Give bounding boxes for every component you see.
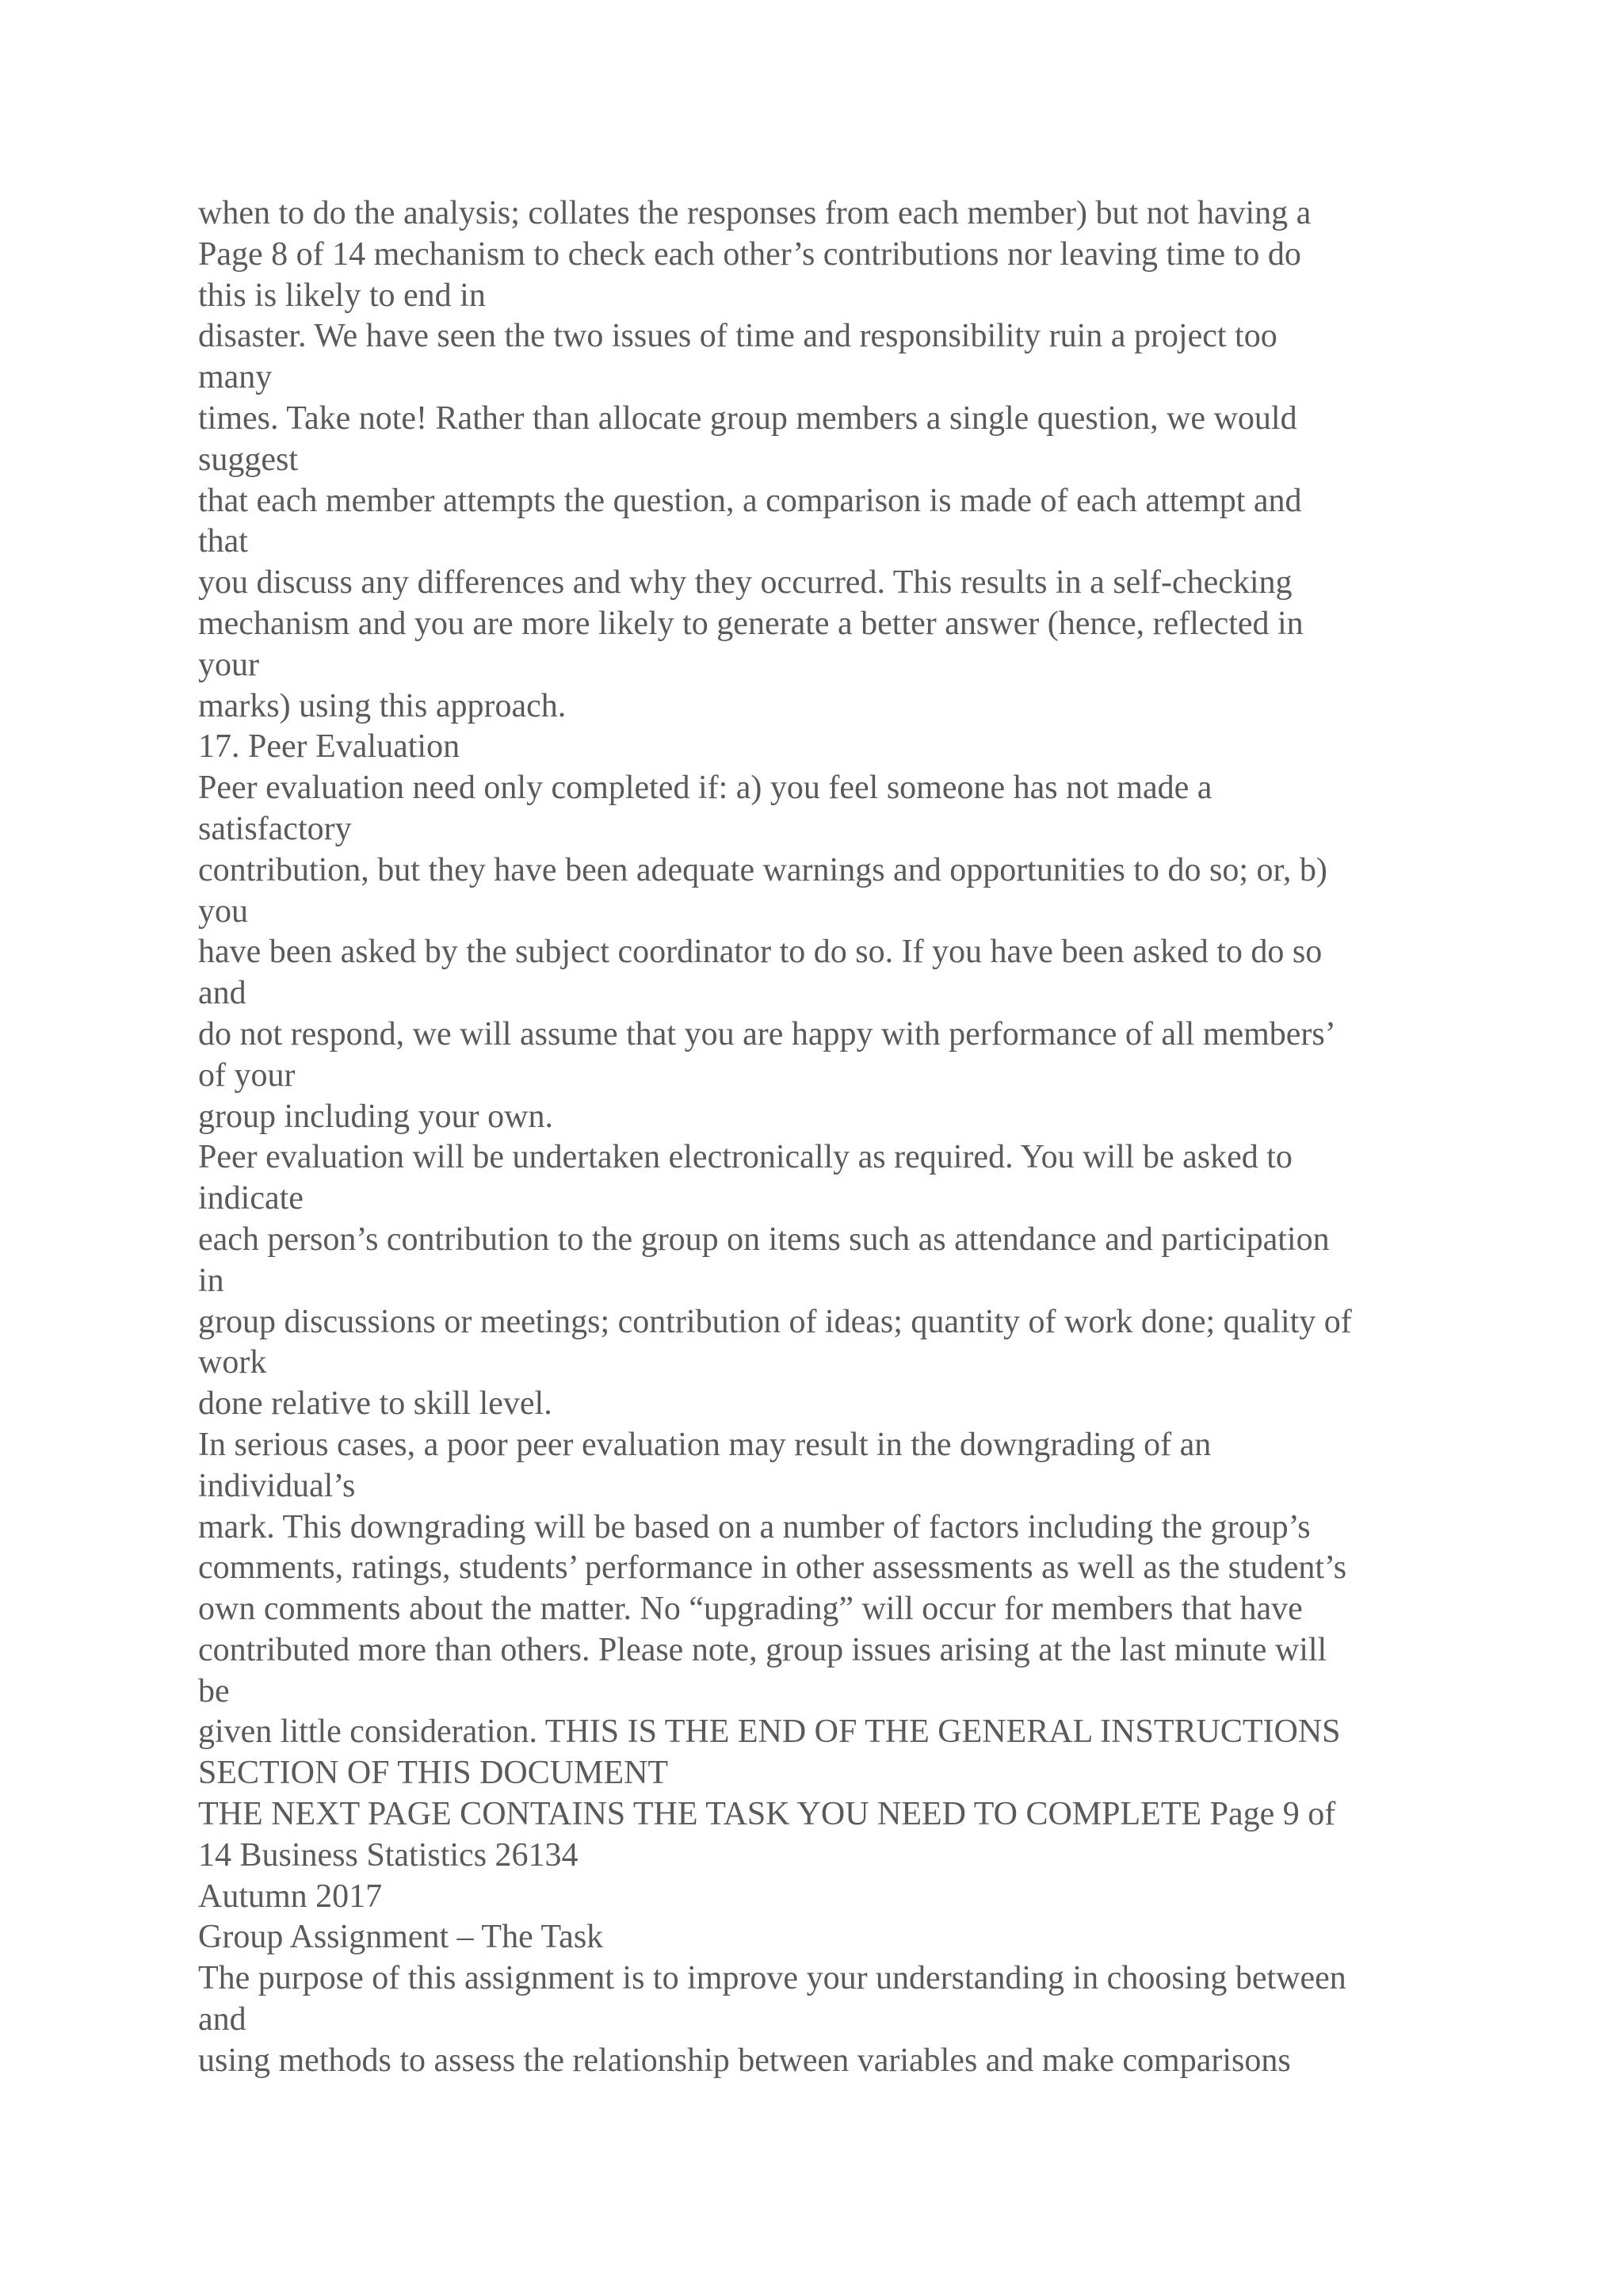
text-line: Page 8 of 14 mechanism to check each other’s contributions nor leaving time to do — [198, 235, 1301, 273]
text-line: in — [198, 1262, 224, 1299]
text-line: mark. This downgrading will be based on a number of factors including the group’s — [198, 1508, 1311, 1545]
text-line: you — [198, 892, 248, 930]
text-line: disaster. We have seen the two issues of time and responsibility ruin a project too — [198, 318, 1277, 355]
text-line: contribution, but they have been adequate warnings and opportunities to do so; or, b) — [198, 851, 1327, 888]
document-page — [198, 193, 1466, 2082]
text-line: satisfactory — [198, 810, 352, 847]
text-line: times. Take note! Rather than allocate group members a single question, we would — [198, 399, 1297, 437]
text-line: The purpose of this assignment is to improve your understanding in choosing between — [198, 1960, 1346, 1997]
text-line: Autumn 2017 — [198, 1878, 383, 1915]
text-line: that each member attempts the question, a comparison is made of each attempt and — [198, 482, 1302, 519]
text-line: do not respond, we will assume that you are happy with performance of all members’ — [198, 1015, 1336, 1052]
text-line: own comments about the matter. No “upgrading” will occur for members that have — [198, 1591, 1303, 1628]
text-line: indicate — [198, 1180, 304, 1217]
text-line: THE NEXT PAGE CONTAINS THE TASK YOU NEED TO COMPLETE Page 9 of — [198, 1796, 1336, 1833]
text-line: be — [198, 1672, 230, 1710]
text-line: mechanism and you are more likely to generate a better answer (hence, reflected in — [198, 605, 1304, 642]
text-line: using methods to assess the relationship between variables and make comparisons — [198, 2042, 1291, 2079]
text-line: In serious cases, a poor peer evaluation may result in the downgrading of an — [198, 1426, 1212, 1463]
text-line: when to do the analysis; collates the responses from each member) but not having a — [198, 195, 1312, 231]
text-line: this is likely to end in — [198, 277, 486, 314]
text-line: you discuss any differences and why they occurred. This results in a self-checking — [198, 564, 1293, 602]
text-line: comments, ratings, students’ performance in other assessments as well as the student’s — [198, 1549, 1347, 1587]
text-line: SECTION OF THIS DOCUMENT — [198, 1755, 669, 1792]
text-line: that — [198, 523, 248, 560]
text-line: of your — [198, 1056, 296, 1094]
text-line: and — [198, 2001, 246, 2038]
text-line: suggest — [198, 441, 298, 478]
text-line: have been asked by the subject coordinator to do so. If you have been asked to do so — [198, 934, 1323, 971]
text-line: individual’s — [198, 1467, 356, 1504]
text-line: Peer evaluation need only completed if: a) you feel someone has not made a — [198, 770, 1212, 807]
text-line: 14 Business Statistics 26134 — [198, 1836, 579, 1874]
text-line: contributed more than others. Please note, group issues arising at the last minute will — [198, 1631, 1327, 1668]
text-line: Peer evaluation will be undertaken electronically as required. You will be asked to — [198, 1139, 1293, 1176]
text-line: group discussions or meetings; contribution of ideas; quantity of work done; quality of — [198, 1303, 1352, 1340]
section-heading: Group Assignment – The Task — [198, 1919, 604, 1956]
text-line: many — [198, 359, 273, 396]
text-line: group including your own. — [198, 1098, 553, 1135]
text-line: each person’s contribution to the group on items such as attendance and participation — [198, 1221, 1330, 1258]
text-line: given little consideration. THIS IS THE END OF THE GENERAL INSTRUCTIONS — [198, 1713, 1341, 1751]
text-line: marks) using this approach. — [198, 687, 567, 724]
text-line: and — [198, 975, 246, 1012]
text-line: work — [198, 1344, 267, 1381]
text-line: your — [198, 646, 259, 683]
section-heading: 17. Peer Evaluation — [198, 728, 460, 766]
text-line: done relative to skill level. — [198, 1385, 552, 1423]
